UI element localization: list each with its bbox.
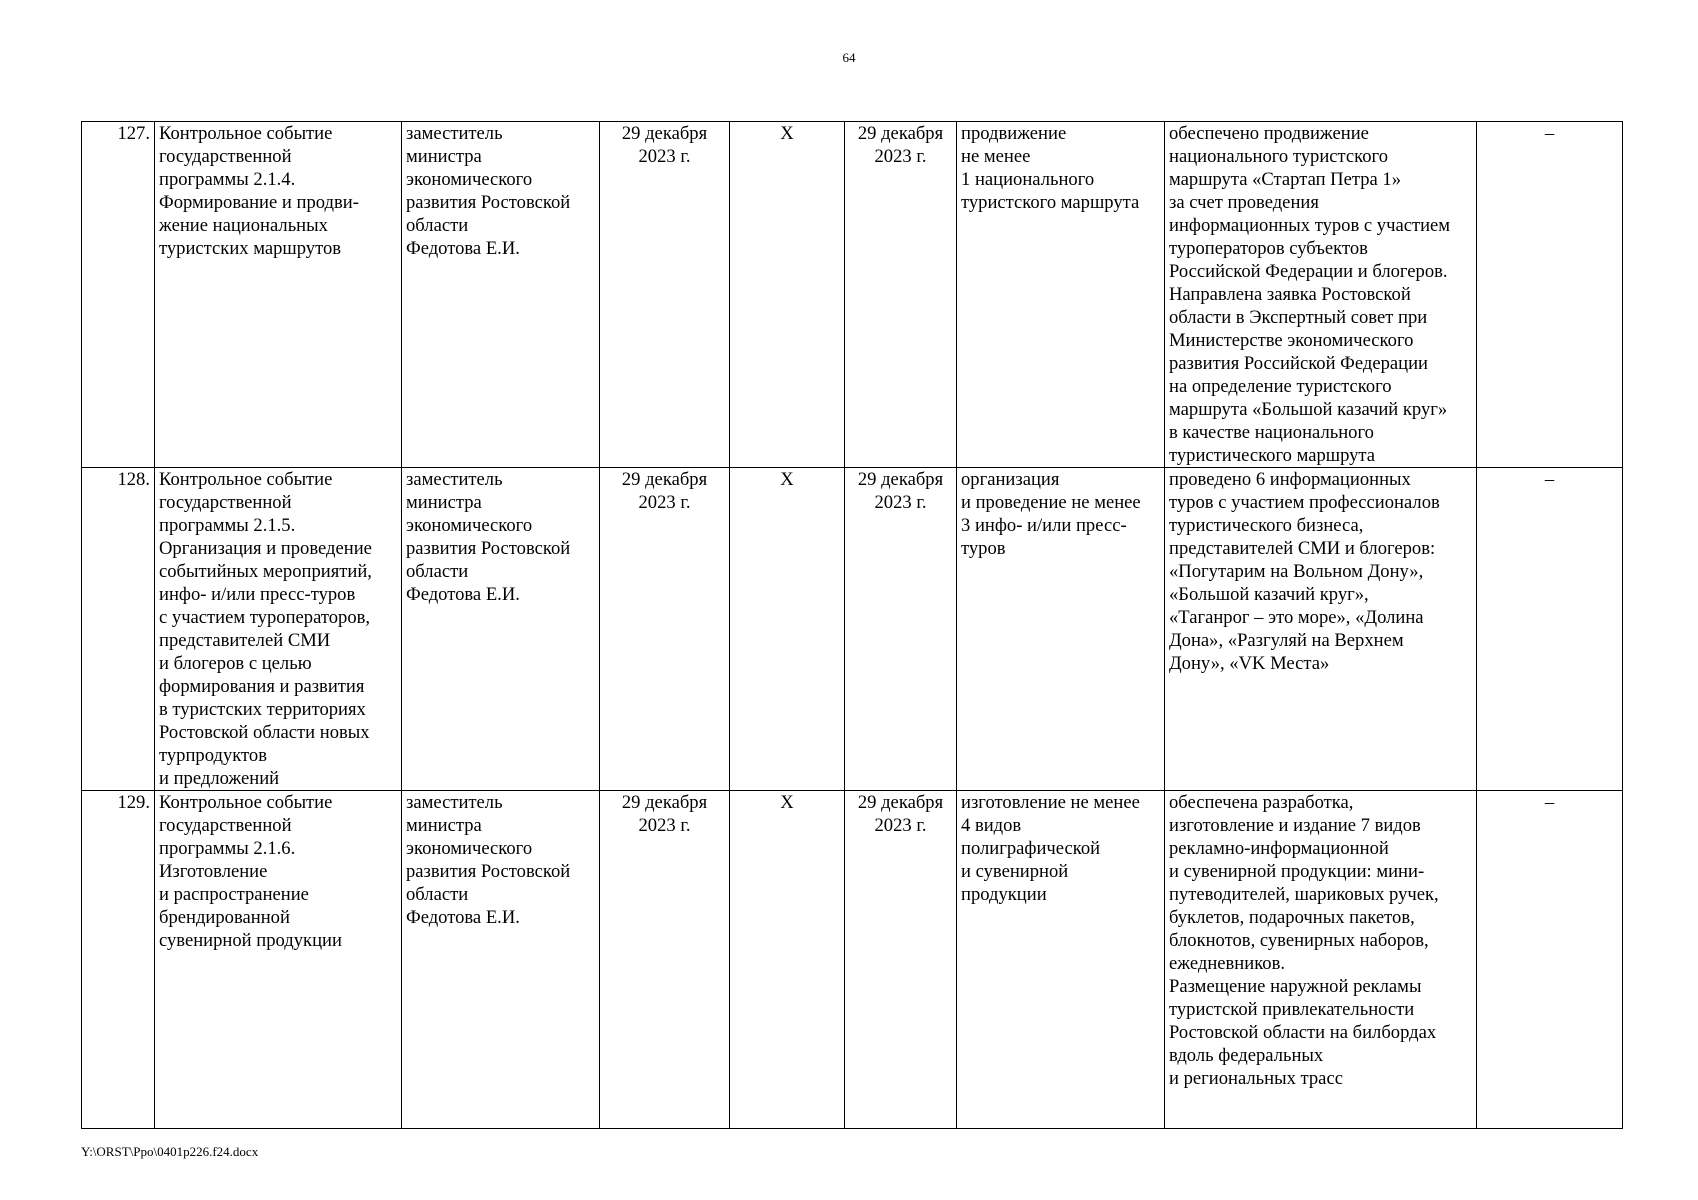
x-mark-cell: Х [730, 791, 845, 1129]
planned-result-cell: продвижение не менее 1 национального туристского маршрута [957, 122, 1165, 468]
responsible-cell: заместитель министра экономического развития Ростовской области Федотова Е.И. [402, 468, 600, 791]
responsible-cell: заместитель министра экономического развития Ростовской области Федотова Е.И. [402, 122, 600, 468]
plan-date-cell: 29 декабря 2023 г. [600, 122, 730, 468]
row-number: 127. [82, 122, 155, 468]
event-cell: Контрольное событие государственной программы 2.1.5. Организация и проведение событийных мероприятий, инфо- и/или пресс-туров с участием туроператоров, представителей СМИ и блогеров с целью формирования и развития в туристских территориях Ростовской области новых турпродуктов и предложений [155, 468, 402, 791]
control-events-table [81, 121, 1623, 1129]
planned-result-cell: организация и проведение не менее 3 инфо- и/или пресс- туров [957, 468, 1165, 791]
table-row [82, 468, 1623, 791]
row-number: 129. [82, 791, 155, 1129]
note-cell: – [1477, 791, 1623, 1129]
page-number: 64 [842, 50, 856, 65]
actual-result-cell: проведено 6 информационных туров с участием профессионалов туристического бизнеса, представителей СМИ и блогеров: «Погутарим на Вольном Дону», «Большой казачий круг», «Таганрог – это море», «Долина Дона», «Разгуляй на Верхнем Дону», «VK Места» [1165, 468, 1477, 791]
plan-date-cell: 29 декабря 2023 г. [600, 791, 730, 1129]
fact-date-cell: 29 декабря 2023 г. [845, 791, 957, 1129]
plan-date-cell: 29 декабря 2023 г. [600, 468, 730, 791]
x-mark-cell: Х [730, 122, 845, 468]
fact-date-cell: 29 декабря 2023 г. [845, 122, 957, 468]
actual-result-cell: обеспечено продвижение национального туристского маршрута «Стартап Петра 1» за счет проведения информационных туров с участием туроператоров субъектов Российской Федерации и блогеров. Направлена заявка Ростовской области в Экспертный совет при Министерстве экономического развития Российской Федерации на определение туристского маршрута «Большой казачий круг» в качестве национального туристического маршрута [1165, 122, 1477, 468]
table-row [82, 791, 1623, 1129]
note-cell: – [1477, 468, 1623, 791]
row-number: 128. [82, 468, 155, 791]
event-cell: Контрольное событие государственной программы 2.1.4. Формирование и продви- жение национальных туристских маршрутов [155, 122, 402, 468]
file-path-footer: Y:\ORST\Ppo\0401p226.f24.docx [81, 1144, 259, 1159]
note-cell: – [1477, 122, 1623, 468]
x-mark-cell: Х [730, 468, 845, 791]
actual-result-cell: обеспечена разработка, изготовление и издание 7 видов рекламно-информационной и сувенирной продукции: мини- путеводителей, шариковых ручек, буклетов, подарочных пакетов, блокнотов, сувенирных наборов, ежедневников. Размещение наружной рекламы туристской привлекательности Ростовской области на билбордах вдоль федеральных и региональных трасс [1165, 791, 1477, 1129]
planned-result-cell: изготовление не менее 4 видов полиграфической и сувенирной продукции [957, 791, 1165, 1129]
table-row [82, 122, 1623, 468]
event-cell: Контрольное событие государственной программы 2.1.6. Изготовление и распространение брендированной сувенирной продукции [155, 791, 402, 1129]
responsible-cell: заместитель министра экономического развития Ростовской области Федотова Е.И. [402, 791, 600, 1129]
fact-date-cell: 29 декабря 2023 г. [845, 468, 957, 791]
